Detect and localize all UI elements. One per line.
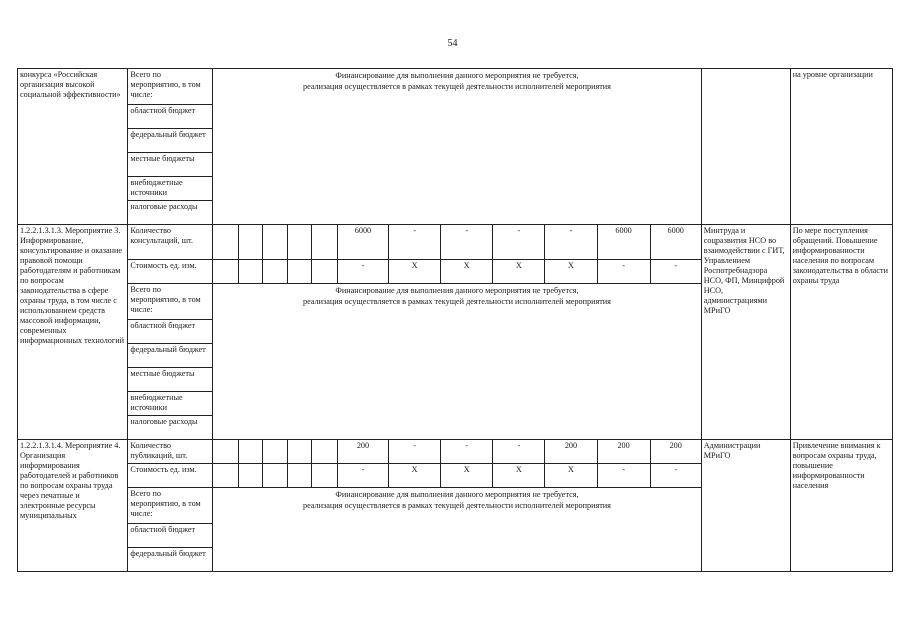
- funding-row-label: федеральный бюджет: [128, 344, 213, 368]
- value-cell: -: [545, 225, 597, 260]
- value-cell: 200: [650, 440, 701, 464]
- value-cell: 200: [545, 440, 597, 464]
- funding-row-label: налоговые расходы: [128, 201, 213, 225]
- indicator-label: Количество консультаций, шт.: [128, 225, 213, 260]
- page-number: 54: [447, 38, 458, 49]
- expected-result: По мере поступления обращений. Повышение информированности населения по вопросам законодательства в области охраны труда: [790, 225, 892, 440]
- value-cell: -: [337, 464, 388, 488]
- financing-note: Финансирование для выполнения данного мероприятия не требуется, реализация осуществляется в рамках текущей деятельности исполнителей мероприятия: [213, 488, 702, 572]
- funding-row-label: областной бюджет: [128, 320, 213, 344]
- value-cell: -: [650, 260, 701, 284]
- funding-row-label: местные бюджеты: [128, 153, 213, 177]
- measure-name: конкурса «Российская организация высокой социальной эффективности»: [18, 69, 128, 225]
- funding-row-label: федеральный бюджет: [128, 548, 213, 572]
- value-cell: X: [389, 464, 441, 488]
- value-cell: 200: [337, 440, 388, 464]
- value-cell: -: [389, 440, 441, 464]
- table-row: [18, 69, 893, 105]
- funding-row-label: областной бюджет: [128, 105, 213, 129]
- value-cell: X: [441, 260, 493, 284]
- value-cell: -: [441, 225, 493, 260]
- value-cell: X: [545, 260, 597, 284]
- value-cell: -: [389, 225, 441, 260]
- indicator-label: Количество публикаций, шт.: [128, 440, 213, 464]
- value-cell: X: [545, 464, 597, 488]
- funding-row-label: Всего по мероприятию, в том числе:: [128, 284, 213, 320]
- value-cell: 6000: [337, 225, 388, 260]
- value-cell: X: [441, 464, 493, 488]
- measure-name: 1.2.2.1.3.1.4. Мероприятие 4. Организация информирования работодателей и работников по вопросам охраны труда через печатные и электронные ресурсы муниципальных: [18, 440, 128, 572]
- measure-name: 1.2.2.1.3.1.3. Мероприятие 3. Информирование, консультирование и оказание правовой помощи работодателям и работникам по вопросам законодательства в сфере охраны труда, в том числе с использованием средств массовой информации, современных информационных технологий: [18, 225, 128, 440]
- executors: Минтруда и соцразвития НСО во взаимодействии с ГИТ, Управлением Роспотребнадзора НСО, ФП, Минцифрой НСО, администрациями МРиГО: [701, 225, 790, 440]
- funding-row-label: местные бюджеты: [128, 368, 213, 392]
- financing-note: Финансирование для выполнения данного мероприятия не требуется, реализация осуществляется в рамках текущей деятельности исполнителей мероприятия: [213, 69, 702, 225]
- indicator-label: Стоимость ед. изм.: [128, 260, 213, 284]
- value-cell: -: [493, 225, 545, 260]
- value-cell: -: [441, 440, 493, 464]
- financing-note: Финансирование для выполнения данного мероприятия не требуется, реализация осуществляется в рамках текущей деятельности исполнителей мероприятия: [213, 284, 702, 440]
- funding-row-label: налоговые расходы: [128, 416, 213, 440]
- value-cell: -: [337, 260, 388, 284]
- measures-table: [17, 68, 893, 572]
- funding-row-label: Всего по мероприятию, в том числе:: [128, 69, 213, 105]
- table-row: [18, 440, 893, 464]
- table-row: [18, 225, 893, 260]
- value-cell: 6000: [650, 225, 701, 260]
- funding-row-label: областной бюджет: [128, 524, 213, 548]
- value-cell: -: [597, 260, 650, 284]
- executors: [701, 69, 790, 225]
- value-cell: X: [493, 260, 545, 284]
- funding-row-label: внебюджетные источники: [128, 177, 213, 201]
- indicator-label: Стоимость ед. изм.: [128, 464, 213, 488]
- expected-result: на уровне организации: [790, 69, 892, 225]
- funding-row-label: Всего по мероприятию, в том числе:: [128, 488, 213, 524]
- value-cell: X: [389, 260, 441, 284]
- value-cell: X: [493, 464, 545, 488]
- value-cell: -: [493, 440, 545, 464]
- value-cell: -: [597, 464, 650, 488]
- value-cell: 6000: [597, 225, 650, 260]
- value-cell: -: [650, 464, 701, 488]
- expected-result: Привлечение внимания к вопросам охраны труда, повышение информированности населения: [790, 440, 892, 572]
- executors: Администрации МРиГО: [701, 440, 790, 572]
- value-cell: 200: [597, 440, 650, 464]
- funding-row-label: федеральный бюджет: [128, 129, 213, 153]
- funding-row-label: внебюджетные источники: [128, 392, 213, 416]
